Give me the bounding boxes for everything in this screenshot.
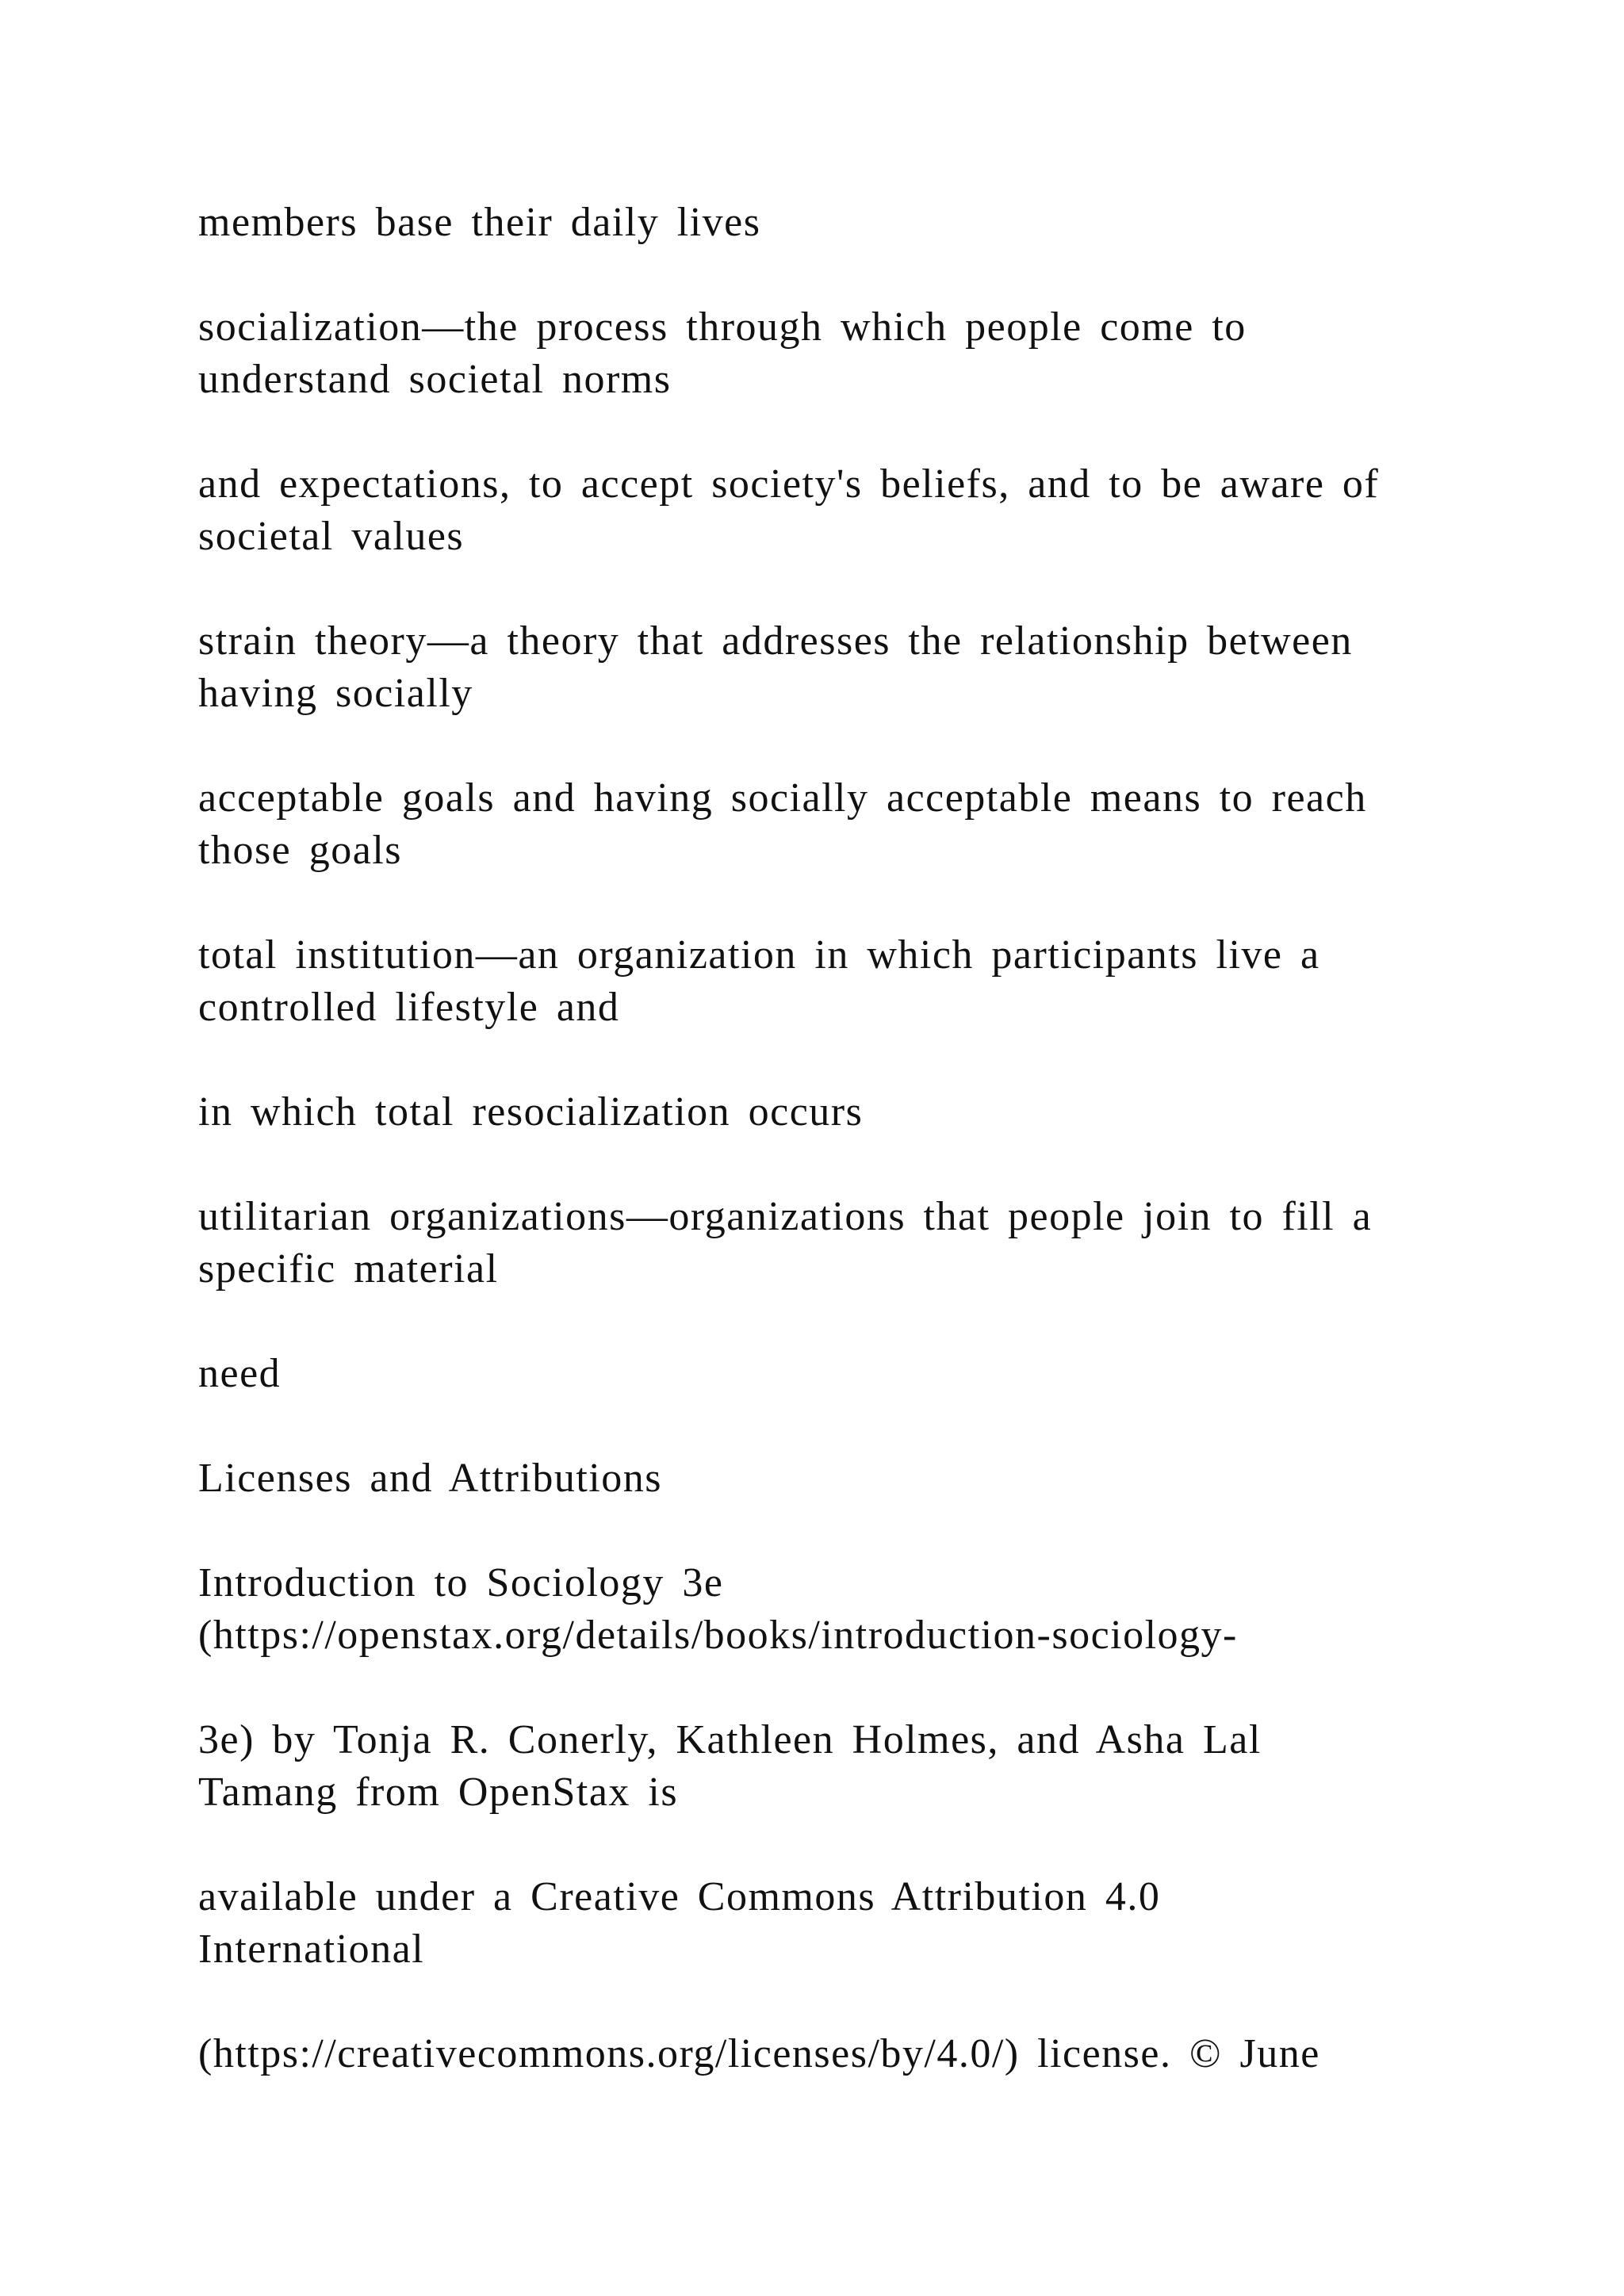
paragraph-daily-lives: members base their daily lives bbox=[198, 200, 761, 245]
attribution-license-name: available under a Creative Commons Attribution 4.0 International bbox=[198, 1874, 1161, 1972]
paragraph-strain-theory-definition: strain theory—a theory that addresses the relationship between having socially bbox=[198, 618, 1353, 716]
paragraph-total-institution-definition: total institution—an organization in which participants live a controlled lifestyle and bbox=[198, 932, 1320, 1030]
attribution-authors: 3e) by Tonja R. Conerly, Kathleen Holmes, and Asha Lal Tamang from OpenStax is bbox=[198, 1717, 1262, 1815]
paragraph-total-institution-continued: in which total resocialization occurs bbox=[198, 1089, 864, 1135]
paragraph-strain-theory-continued: acceptable goals and having socially acceptable means to reach those goals bbox=[198, 775, 1367, 873]
attribution-license-url: (https://creativecommons.org/licenses/by/4.0/) license. © June bbox=[198, 2031, 1320, 2076]
paragraph-need: need bbox=[198, 1351, 282, 1396]
section-heading-licenses: Licenses and Attributions bbox=[198, 1456, 662, 1501]
paragraph-utilitarian-organizations-definition: utilitarian organizations—organizations that people join to fill a specific material bbox=[198, 1194, 1373, 1292]
paragraph-socialization-definition: socialization—the process through which people come to understand societal norms bbox=[198, 304, 1247, 402]
paragraph-socialization-continued: and expectations, to accept society's beliefs, and to be aware of societal values bbox=[198, 461, 1380, 559]
attribution-book-reference: Introduction to Sociology 3e (https://openstax.org/details/books/introduction-sociology- bbox=[198, 1560, 1238, 1658]
